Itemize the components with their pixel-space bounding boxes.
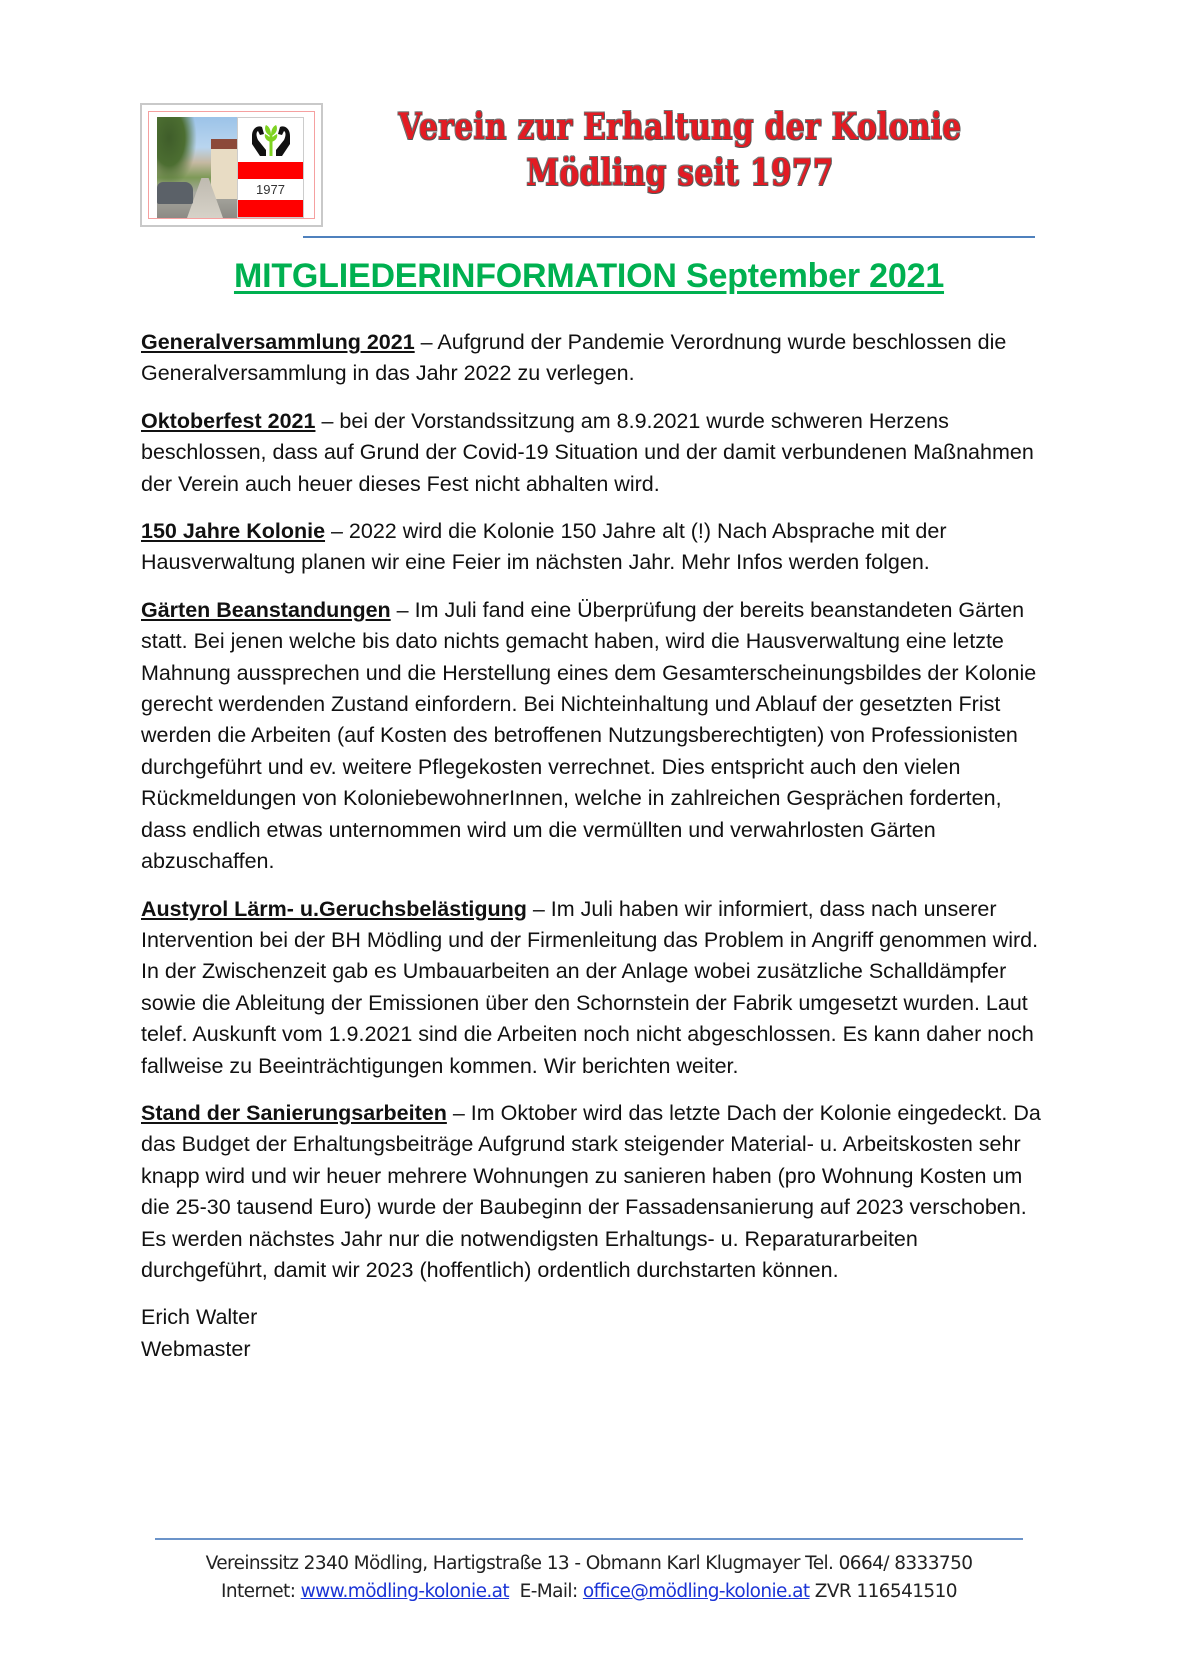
page-title: MITGLIEDERINFORMATION September 2021 (233, 257, 945, 295)
club-title-line-2: Mödling seit 1977 (526, 152, 834, 194)
emblem-red-stripe-bottom (238, 200, 303, 217)
document-body (141, 327, 1046, 1365)
signature-role: Webmaster (141, 1336, 251, 1361)
section-oktoberfest (141, 406, 1046, 500)
club-title-line-1: Verein zur Erhaltung der Kolonie (398, 106, 962, 148)
club-logo (140, 103, 323, 227)
section-title: Stand der Sanierungsarbeiten (141, 1100, 447, 1125)
section-body: – 2022 wird die Kolonie 150 Jahre alt (!) Nach Absprache mit der Hausverwaltung planen wir eine Feier im nächsten Jahr. Mehr Infos werden folgen. (141, 519, 947, 575)
section-body: – Im Oktober wird das letzte Dach der Kolonie eingedeckt. Da das Budget der Erhaltungsbeiträge Aufgrund stark steigender Material- u. Arbeitskosten sehr knapp wird und wir heuer mehrere Wohnungen zu sanieren haben (pro Wohnung Kosten um die 25-30 tausend Euro) wurde der Baubeginn der Fassadensanierung auf 2023 verschoben. Es werden nächstes Jahr nur die notwendigsten Erhaltungs- u. Reparaturarbeiten durchgeführt, damit wir 2023 (hoffentlich) ordentlich durchstarten können. (141, 1100, 1041, 1282)
section-body: – Im Juli fand eine Überprüfung der bereits beanstandeten Gärten statt. Bei jenen welche bis dato nichts gemacht haben, wird die Hausverwaltung eine letzte Mahnung aussprechen und die Herstellung eines dem Gesamterscheinungsbildes der Kolonie gerecht werdenden Zustand einfordern. Bei Nichteinhaltung und Ablauf der gesetzten Frist werden die Arbeiten (auf Kosten des betroffenen Nutzungsberechtigten) von Professionisten durchgeführt und ev. weitere Pflegekosten verrechnet. Dies entspricht auch den vielen Rückmeldungen von KoloniebewohnerInnen, welche in zahlreichen Gesprächen forderten, dass endlich etwas unternommen wird um die vermüllten und verwahrlosten Gärten abzuschaffen. (141, 597, 1037, 874)
section-150-jahre (141, 516, 1046, 579)
section-title: 150 Jahre Kolonie (141, 519, 326, 544)
section-title: Oktoberfest 2021 (141, 408, 316, 433)
footer-divider (155, 1538, 1023, 1540)
internet-label: Internet: (221, 1581, 301, 1602)
section-gaerten (141, 595, 1046, 878)
emblem-year: 1977 (256, 182, 285, 197)
section-title: Austyrol Lärm- u.Geruchsbelästigung (141, 896, 527, 921)
email-label: E-Mail: (509, 1581, 583, 1602)
section-title: Generalversammlung 2021 (141, 330, 415, 354)
section-body: – Im Juli haben wir informiert, dass nach unserer Intervention bei der BH Mödling und der Firmenleitung das Problem in Angriff genommen wird. In der Zwischenzeit gab es Umbauarbeiten an der Anlage wobei zusätzliche Schalldämpfer sowie die Ableitung der Emissionen über den Schornstein der Fabrik umgesetzt wurden. Laut telef. Auskunft vom 1.9.2021 sind die Arbeiten noch nicht abgeschlossen. Es kann daher noch fallweise zu Beeinträchtigungen kommen. Wir berichten weiter. (141, 896, 1039, 1078)
header-divider (303, 236, 1035, 238)
club-emblem (237, 117, 304, 218)
website-link[interactable]: www.mödling-kolonie.at (300, 1581, 510, 1602)
footer-address: Vereinssitz 2340 Mödling, Hartigstraße 13 - Obmann Karl Klugmayer Tel. 0664/ 8333750 (205, 1553, 973, 1574)
colony-street-photo (157, 117, 237, 218)
logo-frame (148, 111, 315, 219)
section-sanierung (141, 1098, 1046, 1286)
house-image-detail (211, 139, 237, 199)
section-body: – bei der Vorstandssitzung am 8.9.2021 wurde schweren Herzens beschlossen, dass auf Grund der Covid-19 Situation und der damit verbundenen Maßnahmen der Verein auch heuer dieses Fest nicht abhalten wird. (141, 408, 1034, 496)
footer-contact (130, 1578, 1048, 1606)
emblem-red-stripe-top (238, 162, 303, 179)
section-austyrol (141, 894, 1046, 1082)
zvr-number: ZVR 116541510 (809, 1581, 957, 1602)
signature-name: Erich Walter (141, 1305, 258, 1330)
footer (130, 1550, 1048, 1606)
tree-image-detail (157, 117, 197, 187)
section-title: Gärten Beanstandungen (141, 597, 391, 622)
club-title (389, 104, 971, 196)
section-body: – Aufgrund der Pandemie Verordnung wurde beschlossen die Generalversammlung in das Jahr 2022 zu verlegen. (141, 330, 1007, 386)
email-link[interactable]: office@mödling-kolonie.at (582, 1581, 810, 1602)
hands-with-sprout-icon (238, 122, 303, 160)
signature (141, 1302, 1046, 1365)
car-image-detail (157, 182, 193, 204)
section-generalversammlung (141, 327, 1046, 390)
